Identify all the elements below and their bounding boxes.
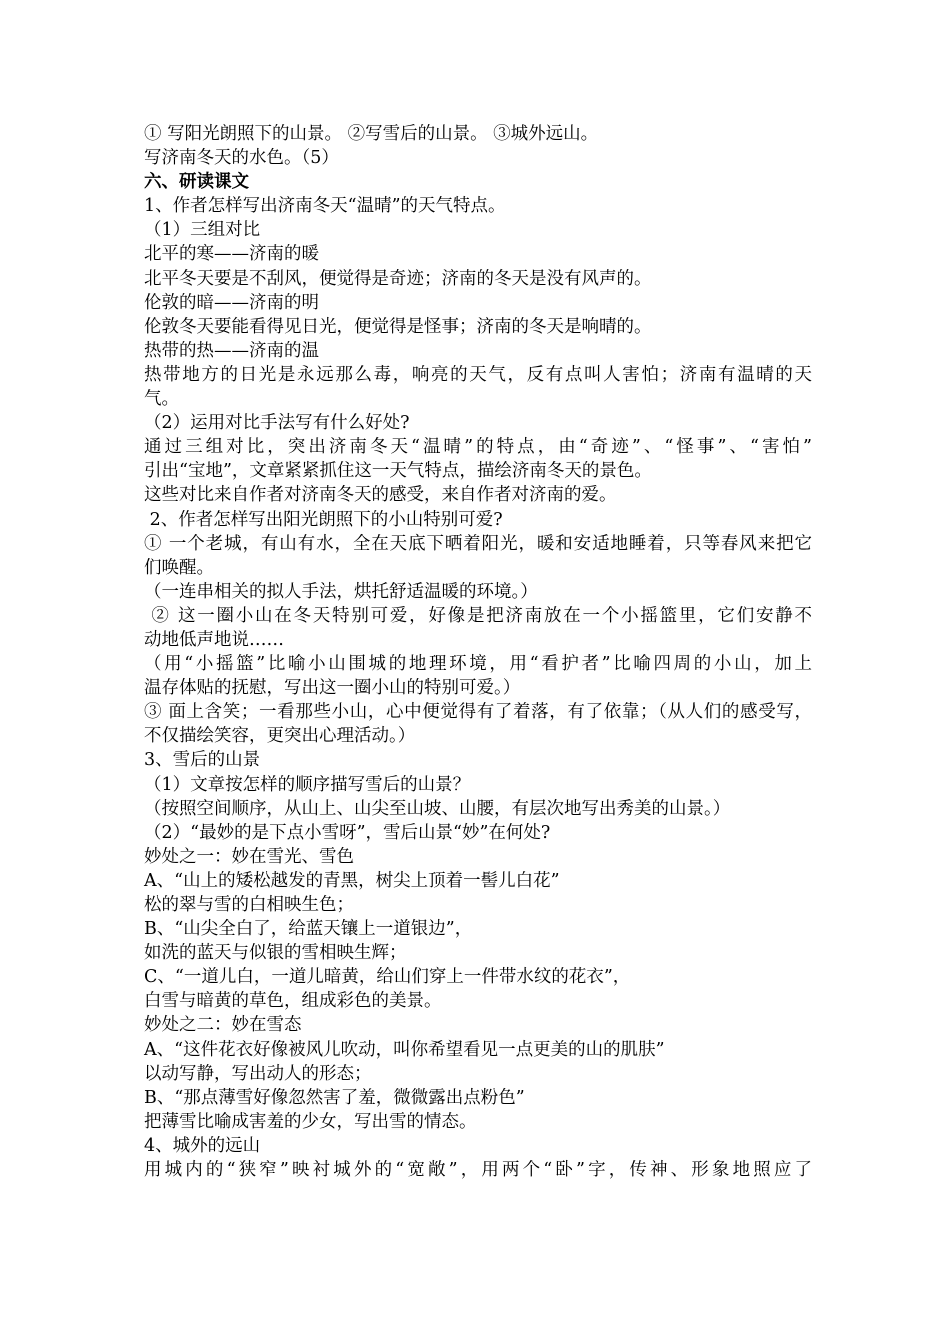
text-line: 们唤醒。: [144, 557, 214, 578]
text-line: （2）运用对比手法写有什么好处?: [144, 413, 410, 434]
question-heading: 2、作者怎样写出阳光朗照下的小山特别可爱?: [144, 509, 503, 530]
text-line: 妙处之二：妙在雪态: [144, 1015, 302, 1036]
text-line: 北平冬天要是不刮风，便觉得是奇迹；济南的冬天是没有风声的。: [144, 268, 652, 289]
question-heading: 3、雪后的山景: [144, 750, 261, 771]
text-line: B、“山尖全白了，给蓝天镶上一道银边”，: [144, 919, 473, 940]
text-line: 松的翠与雪的白相映生色；: [144, 895, 354, 915]
text-line: ① 一个老城，有山有水，全在天底下晒着阳光，暖和安适地睡着，只等春风来把它: [144, 533, 812, 554]
text-line: ① 写阳光朗照下的山景。 ②写雪后的山景。 ③城外远山。: [144, 124, 599, 144]
text-line: C、“一道儿白，一道儿暗黄，给山们穿上一件带水纹的花衣”，: [144, 967, 631, 988]
text-line: 北平的寒——济南的暖: [144, 244, 319, 265]
text-line: 不仅描绘笑容，更突出心理活动。）: [144, 726, 416, 747]
text-line: 写济南冬天的水色。（5）: [144, 148, 339, 169]
document-page: [144, 122, 812, 1182]
text-line: （按照空间顺序，从山上、山尖至山坡、山腰，有层次地写出秀美的山景。）: [144, 798, 731, 819]
section-heading: 六、研读课文: [144, 172, 249, 193]
text-line: 把薄雪比喻成害羞的少女，写出雪的情态。: [144, 1111, 477, 1132]
text-line: 热带的热——济南的温: [144, 340, 319, 361]
text-line: 气。: [144, 389, 179, 410]
text-line: ② 这一圈小山在冬天特别可爱，好像是把济南放在一个小摇篮里，它们安静不: [144, 605, 812, 626]
text-line: 用城内的“狭窄”映衬城外的“宽敞”，用两个“卧”字，传神、形象地照应了: [144, 1160, 812, 1181]
text-line: ③ 面上含笑；一看那些小山，心中便觉得有了着落，有了依靠；（从人们的感受写，: [144, 702, 812, 723]
text-line: 白雪与暗黄的草色，组成彩色的美景。: [144, 991, 442, 1012]
text-line: 引出“宝地”，文章紧紧抓住这一天气特点，描绘济南冬天的景色。: [144, 461, 652, 482]
text-line: 伦敦冬天要能看得见日光，便觉得是怪事；济南的冬天是响晴的。: [144, 316, 652, 337]
text-line: 动地低声地说……: [144, 629, 284, 650]
question-heading: 1、作者怎样写出济南冬天“温晴”的天气特点。: [144, 196, 506, 217]
text-line: 妙处之一：妙在雪光、雪色: [144, 846, 354, 867]
text-line: （1）文章按怎样的顺序描写雪后的山景？: [144, 774, 471, 795]
text-line: （用“小摇篮”比喻小山围城的地理环境，用“看护者”比喻四周的小山，加上: [144, 654, 812, 675]
text-line: A、“这件花衣好像被风儿吹动，叫你希望看见一点更美的山的肌肤”: [144, 1039, 665, 1060]
text-line: 这些对比来自作者对济南冬天的感受，来自作者对济南的爱。: [144, 485, 617, 506]
text-line: （1）三组对比: [144, 220, 261, 241]
text-line: B、“那点薄雪好像忽然害了羞，微微露出点粉色”: [144, 1087, 525, 1108]
text-line: 以动写静，写出动人的形态；: [144, 1063, 372, 1084]
text-line: （2）“最妙的是下点小雪呀”，雪后山景“妙”在何处?: [144, 822, 551, 843]
text-line: 如洗的蓝天与似银的雪相映生辉；: [144, 943, 407, 964]
text-line: （一连串相关的拟人手法，烘托舒适温暖的环境。）: [144, 581, 538, 602]
question-heading: 4、城外的远山: [144, 1135, 261, 1156]
text-line: 温存体贴的抚慰，写出这一圈小山的特别可爱。）: [144, 678, 521, 699]
text-line: 通过三组对比，突出济南冬天“温晴”的特点，由“奇迹”、“怪事”、“害怕”: [144, 437, 812, 458]
text-line: 热带地方的日光是永远那么毒，响亮的天气，反有点叫人害怕；济南有温晴的天: [144, 364, 812, 385]
text-line: 伦敦的暗——济南的明: [144, 292, 319, 313]
text-line: A、“山上的矮松越发的青黑，树尖上顶着一髻儿白花”: [144, 870, 560, 891]
